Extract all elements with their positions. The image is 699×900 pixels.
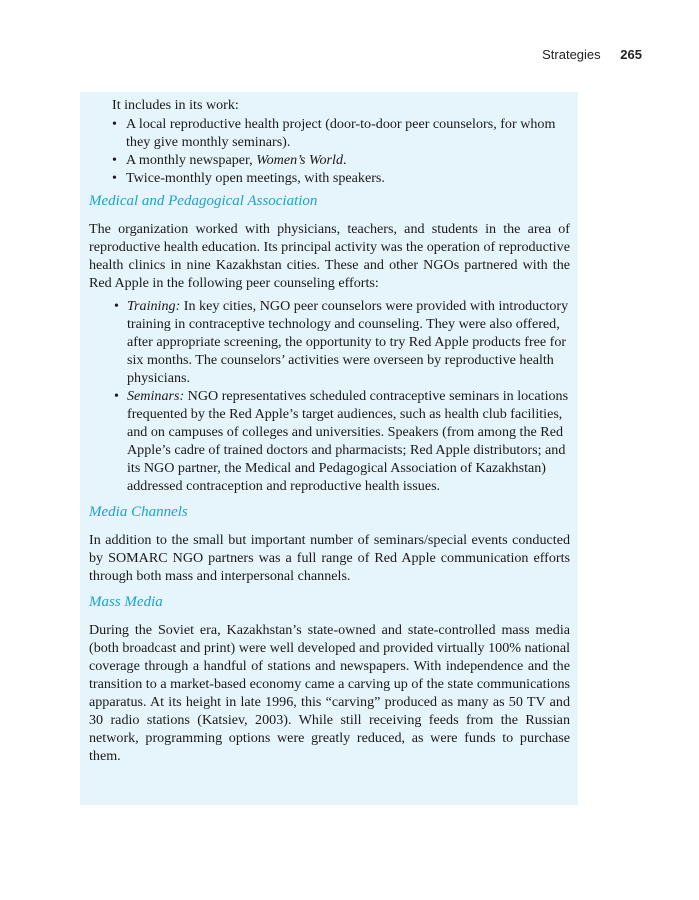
work-list xyxy=(112,115,570,187)
section-heading-media-channels: Media Channels xyxy=(89,504,188,520)
intro-text: It includes in its work: xyxy=(112,97,239,113)
section-heading-mass-media: Mass Media xyxy=(89,594,163,610)
list-item-text: NGO representatives scheduled contraceptive seminars in locations frequented by the Red Apple’s target audiences, such as health club facilities, and on campuses of colleges and universities. Speakers (from among the Red Apple’s cadre of trained doctors and pharmacists; Red Apple distributors; and its NGO partner, the Medical and Pedagogical Association of Kazakhstan) addressed contraception and reproductive health issues. xyxy=(127,388,569,494)
list-item xyxy=(112,151,570,169)
bullet-icon: • xyxy=(112,116,117,132)
bullet-icon: • xyxy=(112,170,117,186)
page-number: 265 xyxy=(620,47,642,62)
list-item-term: Seminars: xyxy=(127,388,185,404)
running-head-section: Strategies xyxy=(542,47,601,62)
list-item-text: In key cities, NGO peer counselors were provided with introductory training in contraceptive technology and counseling. They were also offered, after appropriate screening, the opportunity to try Red Apple products free for six months. The counselors’ activities were overseen by reproductive health physicians. xyxy=(127,298,569,386)
sidebar-box xyxy=(80,92,578,805)
section-paragraph: The organization worked with physicians, teachers, and students in the area of reproductive health education. Its principal activity was the operation of reproductive health clinics in nine Kazakhstan cities. These and other NGOs partnered with the Red Apple in the following peer counseling efforts: xyxy=(89,221,570,291)
running-head xyxy=(542,47,642,62)
list-item xyxy=(112,115,570,151)
bullet-icon: • xyxy=(114,298,119,314)
list-item-term: Training: xyxy=(127,298,181,314)
list-item-text: A local reproductive health project (door-to-door peer counselors, for whom they give monthly seminars). xyxy=(126,116,556,150)
list-item-suffix: . xyxy=(343,152,347,168)
list-item-prefix: A monthly newspaper, xyxy=(126,152,257,168)
newspaper-title: Women’s World xyxy=(256,152,343,168)
bullet-icon: • xyxy=(114,388,119,404)
list-item xyxy=(114,387,570,495)
section-paragraph: During the Soviet era, Kazakhstan’s state-owned and state-controlled mass media (both broadcast and print) were well developed and provided virtually 100% national coverage through a handful of stations and newspapers. With independence and the transition to a market-based economy came a carving up of the state communications apparatus. At its height in late 1996, this “carving” produced as many as 50 TV and 30 radio stations (Katsiev, 2003). While still receiving feeds from the Russian network, programming options were greatly reduced, as were funds to purchase them. xyxy=(89,622,570,764)
section-heading-medical-pedagogical: Medical and Pedagogical Association xyxy=(89,193,318,209)
list-item-text: Twice-monthly open meetings, with speakers. xyxy=(126,170,385,186)
section-paragraph: In addition to the small but important number of seminars/special events conducted by SOMARC NGO partners was a full range of Red Apple communication efforts through both mass and interpersonal channels. xyxy=(89,532,570,584)
list-item xyxy=(114,297,570,387)
peer-counseling-list xyxy=(114,297,570,495)
bullet-icon: • xyxy=(112,152,117,168)
list-item xyxy=(112,169,570,187)
